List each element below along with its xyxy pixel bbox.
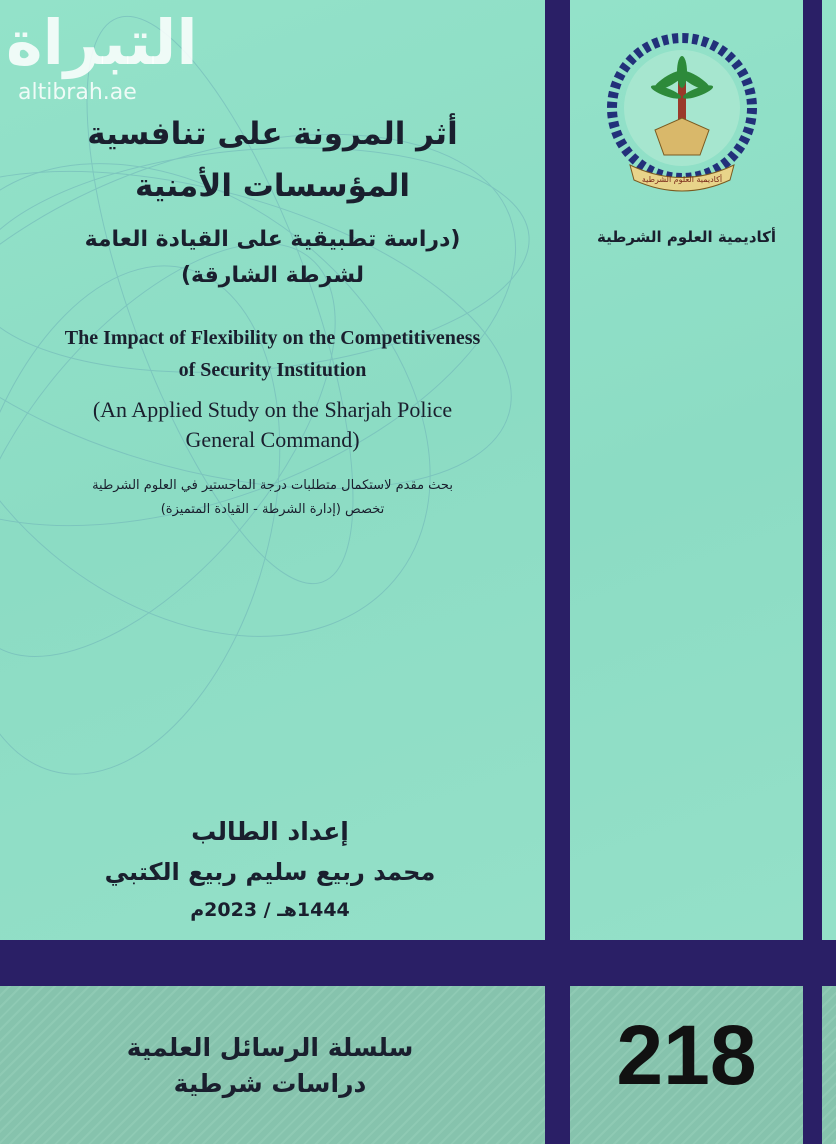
subtitle-ar-line-2: لشرطة الشارقة) (181, 263, 364, 288)
watermark-logo-text: التبراة (6, 6, 198, 79)
degree-note-line-1: بحث مقدم لاستكمال متطلبات درجة الماجستير في العلوم الشرطية (92, 478, 453, 493)
subtitle-arabic (0, 222, 545, 294)
title-ar-line-2: المؤسسات الأمنية (134, 168, 411, 204)
academy-emblem (600, 30, 765, 200)
edge-bottom-panel (822, 986, 836, 1144)
title-en-line-2: of Security Institution (178, 359, 367, 381)
subtitle-ar-line-1: (دراسة تطبيقية على القيادة العامة (84, 227, 461, 252)
subtitle-english (0, 395, 545, 455)
title-english (0, 322, 545, 386)
publisher-name: أكاديمية العلوم الشرطية (596, 228, 777, 246)
series-line-1: سلسلة الرسائل العلمية (126, 1033, 414, 1062)
watermark-site: altibrah.ae (18, 80, 137, 105)
degree-note (0, 474, 545, 522)
author-name: محمد ربيع سليم ربيع الكتبي (104, 858, 436, 886)
subtitle-en-line-2: General Command) (185, 427, 360, 452)
author-label: إعداد الطالب (191, 817, 349, 846)
watermark-logo (6, 0, 198, 105)
title-arabic (0, 108, 545, 212)
subtitle-en-line-1: (An Applied Study on the Sharjah Police (92, 397, 453, 422)
publication-date: 1444هـ / 2023م (190, 899, 350, 921)
emblem-banner-text: أكاديمية العلوم الشرطية (641, 175, 723, 184)
degree-note-line-2: تخصص (إدارة الشرطة - القيادة المتميزة) (160, 502, 385, 517)
title-en-line-1: The Impact of Flexibility on the Competitiveness (64, 327, 481, 349)
author-block (60, 812, 480, 928)
title-ar-line-1: أثر المرونة على تنافسية (87, 116, 458, 152)
series-line-2: دراسات شرطية (173, 1069, 367, 1098)
cover-edge-panel (822, 0, 836, 940)
series-number: 218 (616, 1008, 757, 1102)
series-title (40, 1030, 500, 1102)
